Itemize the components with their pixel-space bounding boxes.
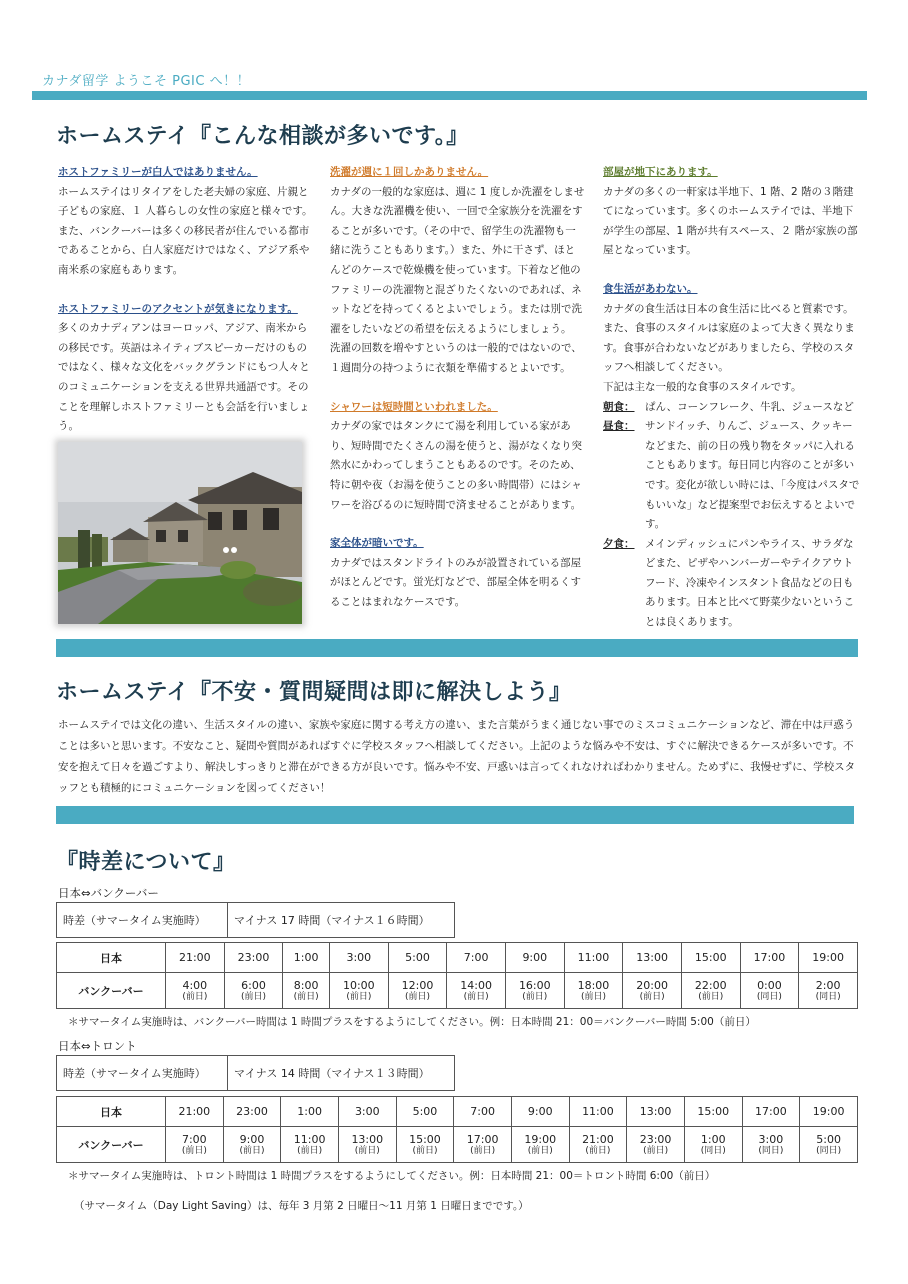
time-cell: 7:00 (前日) — [166, 1127, 224, 1163]
col2-body-shower: カナダの家ではタンクにて湯を利用している家があり、短時間でたくさんの湯を使うと、湯がなくなり突然水にかわってしまうこともあるのです。そのため、特に朝や夜（お湯を使うことの多い時間帯）にはシャワーを浴びるのに短時間で済ませることがあります。 — [330, 420, 582, 511]
col3-heading-food: 食生活があわない。 — [603, 282, 698, 295]
col1-body-1: ホームステイはリタイアをした老夫婦の家庭、片親と子どもの家庭、１ 人暮らしの女性の家庭と様々です。また、バンクーバーは多くの移民者が住んでいる都市であることから、白人家庭だけではなく、アジア系や南米系の家庭もあります。 — [58, 185, 313, 276]
col3-body-meals-intro: 下記は主な一般的な食事のスタイルです。 — [603, 380, 802, 393]
table1-diff-label: 時差（サマータイム実施時） — [57, 903, 228, 938]
time-cell: 3:00 — [330, 943, 389, 973]
time-cell: 4:00 (前日) — [166, 973, 225, 1009]
table1-time-grid — [56, 942, 858, 1009]
col2-body-dark: カナダではスタンドライトのみが設置されている部屋がほとんどです。蛍光灯などで、部屋全体を明るくすることはまれなケースです。 — [330, 556, 582, 608]
time-cell: 15:00 (前日) — [396, 1127, 454, 1163]
time-cell: 15:00 — [681, 943, 740, 973]
table1-japan-row — [57, 943, 858, 973]
meal-label-dinner: 夕食： — [603, 537, 635, 550]
time-cell: 15:00 — [684, 1097, 742, 1127]
meal-text-lunch: サンドイッチ、りんご、ジュース、クッキーなどまた、前の日の残り物をタッパに入れることもあります。毎日同じ内容のことが多いです。変化が欲しい時には、「今度はパスタでもいいな」など提案型でお伝えするとよいです。 — [645, 420, 860, 531]
time-cell: 10:00 (前日) — [330, 973, 389, 1009]
col2-heading-laundry: 洗濯が週に１回しかありません。 — [330, 166, 489, 178]
col2-body-laundry-2: 洗濯の回数を増やすというのは一般的ではないので、１週間分の持つように衣類を準備するとよいです。 — [330, 342, 582, 374]
time-cell: 1:00 — [281, 1097, 339, 1127]
time-cell: 19:00 (前日) — [511, 1127, 569, 1163]
meal-list — [603, 398, 860, 633]
time-cell: 12:00 (前日) — [388, 973, 447, 1009]
header-divider-bar — [32, 91, 867, 100]
page-header-title: カナダ留学 ようこそ PGIC へ！！ — [42, 74, 251, 89]
time-cell: 6:00 (前日) — [224, 973, 283, 1009]
col1-heading-2: ホストファミリーのアクセントが気きになります。 — [58, 302, 298, 315]
time-cell: 11:00 — [564, 943, 623, 973]
time-cell: 16:00 (前日) — [505, 973, 564, 1009]
table2-local-row — [57, 1127, 858, 1163]
table2-japan-row — [57, 1097, 858, 1127]
time-cell: 3:00 — [338, 1097, 396, 1127]
suburban-house-photo — [58, 442, 302, 624]
time-cell: 17:00 (前日) — [454, 1127, 512, 1163]
table1-note: ＊サマータイム実施時は、バンクーバー時間は 1 時間プラスをするようにしてください。例：日本時間 21：00＝バンクーバー時間 5:00（前日） — [68, 1016, 756, 1028]
time-cell: 14:00 (前日) — [447, 973, 506, 1009]
time-cell: 11:00 (前日) — [281, 1127, 339, 1163]
time-cell: 13:00 — [623, 943, 682, 973]
time-cell: 3:00 (同日) — [742, 1127, 800, 1163]
time-cell: 22:00 (前日) — [681, 973, 740, 1009]
time-cell: 0:00 (同日) — [740, 973, 799, 1009]
table2-diff-box — [56, 1055, 455, 1091]
time-cell: 19:00 — [800, 1097, 858, 1127]
table2-row1-label: 日本 — [57, 1097, 166, 1127]
col2-heading-shower: シャワーは短時間といわれました。 — [330, 400, 498, 413]
section-solve-issues-title: ホームステイ『不安・質問疑問は即に解決しよう』 — [56, 680, 572, 705]
time-cell: 5:00 (同日) — [800, 1127, 858, 1163]
table1-diff-box — [56, 902, 455, 938]
time-cell: 18:00 (前日) — [564, 973, 623, 1009]
col1-body-2: 多くのカナディアンはヨーロッパ、アジア、南米からの移民です。英語はネイティブスピーカーだけのものではなく、様々な文化をバックグランドにもつ人々とのコミュニケーションを支える世界共通語です。そのことを理解しホストファミリーとも会話を行いましょう。 — [58, 322, 310, 433]
section-homestay-consultation-title: ホームステイ『こんな相談が多いです。』 — [56, 124, 469, 149]
section1-divider-bar — [56, 639, 858, 657]
meal-text-breakfast: ぱん、コーンフレーク、牛乳、ジュースなど — [645, 400, 854, 413]
time-cell: 13:00 (前日) — [338, 1127, 396, 1163]
meal-label-lunch: 昼食： — [603, 420, 635, 433]
time-cell: 7:00 — [447, 943, 506, 973]
time-cell: 21:00 (前日) — [569, 1127, 627, 1163]
col3-heading-basement: 部屋が地下にあります。 — [603, 166, 718, 178]
column-2 — [330, 163, 585, 612]
time-cell: 11:00 — [569, 1097, 627, 1127]
time-cell: 23:00 — [223, 1097, 281, 1127]
daylight-saving-footer: （サマータイム（Day Light Saving）は、毎年 3 月第 2 日曜日～11 月第 1 日曜日までです。） — [74, 1200, 529, 1212]
time-cell: 13:00 — [627, 1097, 685, 1127]
section-time-difference-title: 『時差について』 — [56, 850, 236, 875]
section2-divider-bar — [56, 806, 854, 824]
table2-diff-value: マイナス 14 時間（マイナス１３時間） — [228, 1056, 455, 1091]
time-cell: 23:00 — [224, 943, 283, 973]
table2-label: 日本⇔トロント — [58, 1039, 137, 1053]
time-cell: 1:00 — [283, 943, 330, 973]
time-cell: 21:00 — [166, 943, 225, 973]
col1-heading-1: ホストファミリーが白人ではありません。 — [58, 166, 258, 178]
table2-time-grid — [56, 1096, 858, 1163]
table1-local-row — [57, 973, 858, 1009]
time-cell: 19:00 — [799, 943, 858, 973]
time-cell: 5:00 — [396, 1097, 454, 1127]
time-cell: 17:00 — [742, 1097, 800, 1127]
time-cell: 23:00 (前日) — [627, 1127, 685, 1163]
time-cell: 17:00 — [740, 943, 799, 973]
time-cell: 9:00 — [511, 1097, 569, 1127]
column-1 — [58, 163, 316, 437]
time-cell: 1:00 (同日) — [684, 1127, 742, 1163]
time-cell: 9:00 — [505, 943, 564, 973]
column-3 — [603, 163, 860, 633]
col2-body-laundry: カナダの一般的な家庭は、週に 1 度しか洗濯をしません。大きな洗濯機を使い、一回で全家族分を洗濯をすることが多いです。（その中で、留学生の洗濯物も一緒に洗うこともあります。）また、外に干さず、ほとんどのケースで乾燥機を使っています。下着など他のファミリーの洗濯物と混ざりたくないのであれば、ネットなどを持ってくるとよいでしょう。または別で洗濯をしたいなどの希望を伝えるようにしましょう。 — [330, 185, 585, 335]
time-cell: 21:00 — [166, 1097, 224, 1127]
time-cell: 2:00 (同日) — [799, 973, 858, 1009]
time-cell: 9:00 (前日) — [223, 1127, 281, 1163]
table1-label: 日本⇔バンクーバー — [58, 886, 159, 900]
time-cell: 8:00 (前日) — [283, 973, 330, 1009]
table2-row2-label: バンクーバー — [57, 1127, 166, 1163]
table1-row2-label: バンクーバー — [57, 973, 166, 1009]
house-street-image — [58, 442, 302, 624]
section-solve-issues-body: ホームステイでは文化の違い、生活スタイルの違い、家族や家庭に関する考え方の違い、また言葉がうまく通じない事でのミスコミュニケーションなど、滞在中は戸惑うことは多いと思います。不安なこと、疑問や質問があればすぐに学校スタッフへ相談してください。上記のような悩みや不安は、すぐに解決できるケースが多いです。不安を抱えて日々を過ごすより、解決しすっきりと滞在ができる方が良いです。悩みや不安、戸惑いは言ってくれなければわかりません。ためずに、我慢せずに、学校スタッフとも積極的にコミュニケーションを図ってください！ — [58, 719, 856, 794]
col3-body-food: カナダの食生活は日本の食生活に比べると質素です。また、食事のスタイルは家庭のよって大きく異なります。食事が合わないなどがありましたら、学校のスタッフへ相談してください。 — [603, 302, 855, 374]
time-cell: 7:00 — [454, 1097, 512, 1127]
table2-note: ＊サマータイム実施時は、トロント時間は 1 時間プラスをするようにしてください。例：日本時間 21：00＝トロント時間 6:00（前日） — [68, 1170, 716, 1182]
time-cell: 20:00 (前日) — [623, 973, 682, 1009]
col3-body-basement: カナダの多くの一軒家は半地下、1 階、2 階の３階建てになっています。多くのホームステイでは、半地下が学生の部屋、1 階が共有スペース、２ 階が家族の部屋となっています。 — [603, 185, 858, 257]
meal-label-breakfast: 朝食： — [603, 400, 635, 413]
table1-row1-label: 日本 — [57, 943, 166, 973]
table1-diff-value: マイナス 17 時間（マイナス１６時間） — [228, 903, 455, 938]
time-cell: 5:00 — [388, 943, 447, 973]
col2-heading-dark: 家全体が暗いです。 — [330, 537, 424, 550]
meal-text-dinner: メインディッシュにパンやライス、サラダなどまた、ピザやハンバーガーやテイクアウトフード、冷凍やインスタント食品などの日もあります。日本と比べて野菜少ないということは良くあります。 — [645, 537, 855, 629]
table2-diff-label: 時差（サマータイム実施時） — [57, 1056, 228, 1091]
